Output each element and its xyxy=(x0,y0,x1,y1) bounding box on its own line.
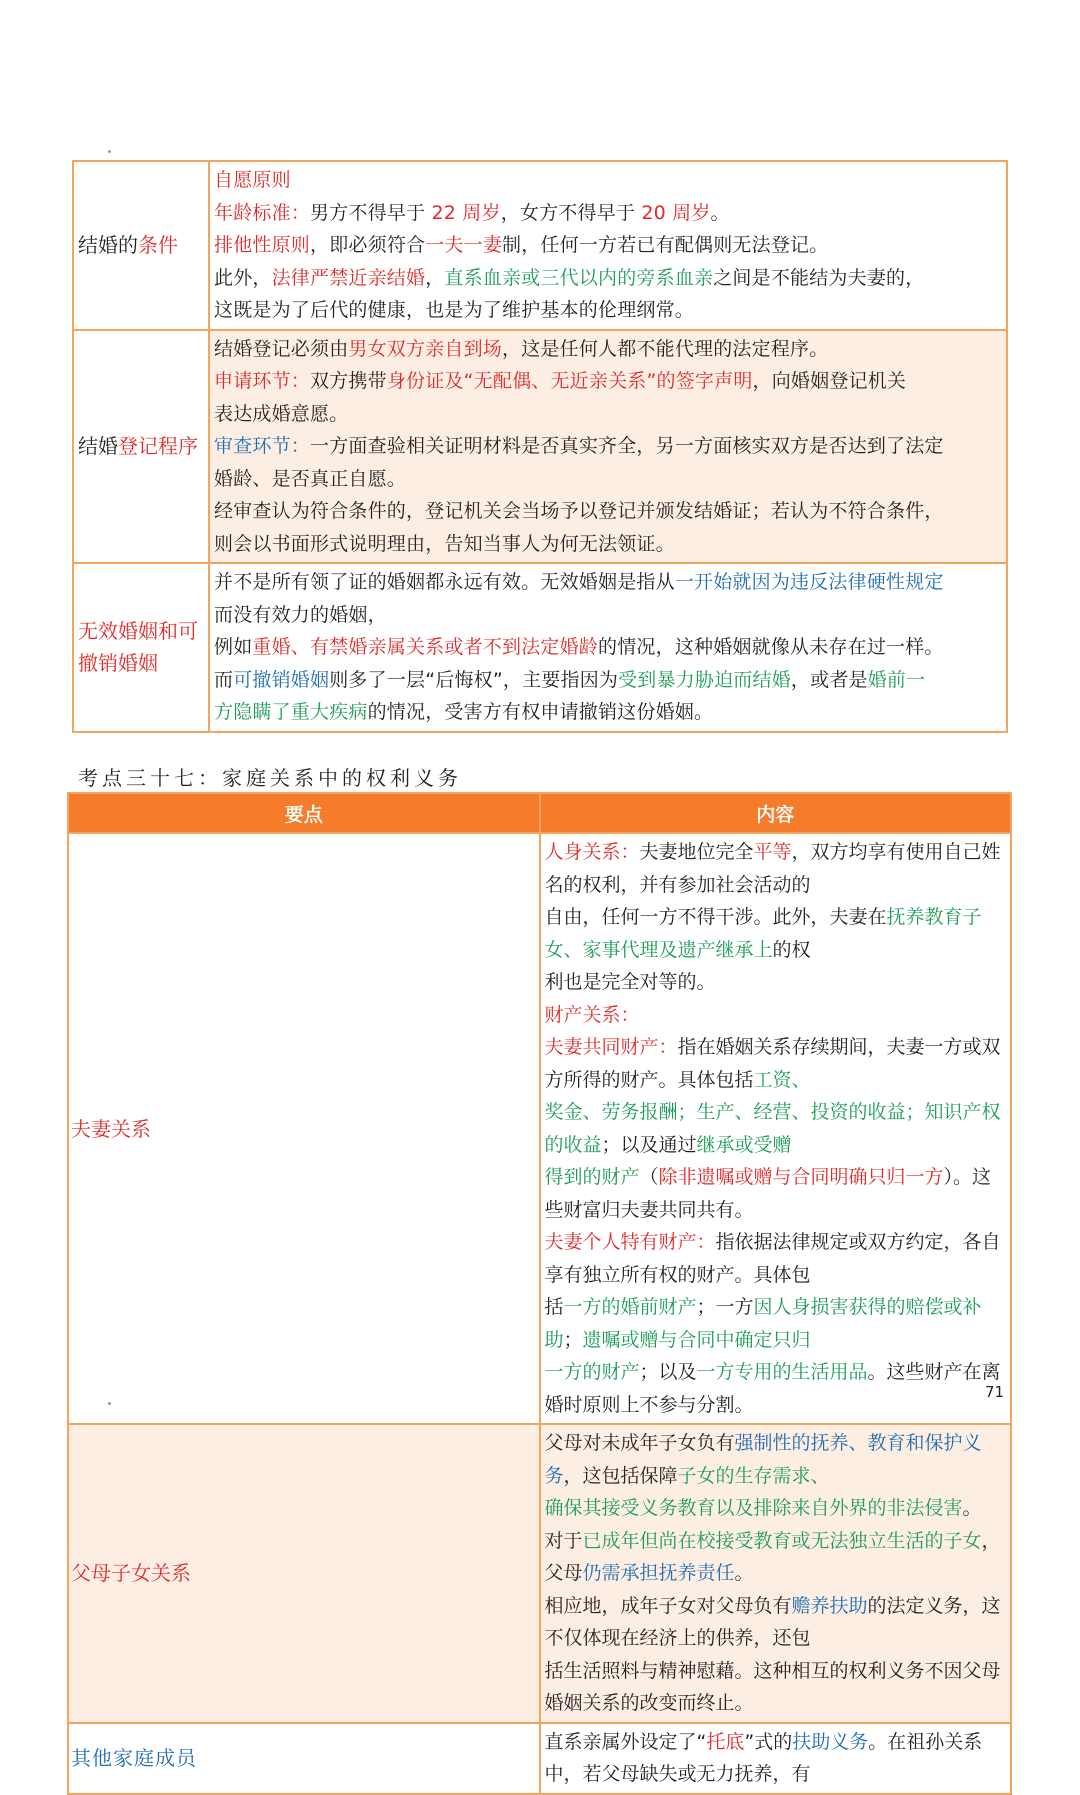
text-segment: ，这是任何人都不能代理的法定程序。 xyxy=(502,337,829,360)
text-segment: ， xyxy=(425,266,445,289)
text-segment: 排他性原则 xyxy=(214,234,311,256)
text-segment: 并不是所有领了证的婚姻都永远有效。无效婚姻是指从 xyxy=(214,571,675,593)
text-segment: 之间是不能结为夫妻的， xyxy=(713,266,925,289)
text-segment: ；一方 xyxy=(696,1296,754,1318)
text-segment: 确保其接受义务教育以及排除来自外界的非法侵害 xyxy=(544,1497,963,1519)
text-segment: 一方的财产 xyxy=(544,1361,640,1383)
text-segment: 子女的生存需求、 xyxy=(677,1464,830,1487)
text-segment: 已成年但尚在校接受教育或无法独立生活的子女 xyxy=(582,1529,982,1552)
content-line xyxy=(545,1356,1011,1421)
text-segment: 这既是为了后代的健康，也是为了维护基本的伦理纲常。 xyxy=(214,299,695,321)
text-segment: 。 xyxy=(962,1497,982,1519)
content-line xyxy=(214,229,1006,262)
text-segment: 一方的婚前财产 xyxy=(563,1296,697,1318)
text-segment: 结婚登记必须由 xyxy=(214,337,349,360)
text-segment: 20 周岁 xyxy=(641,201,711,224)
text-segment: ；以及 xyxy=(639,1361,697,1383)
text-segment: 此外， xyxy=(214,266,272,289)
text-segment: 。 xyxy=(734,1562,754,1584)
table-row xyxy=(73,563,1007,732)
text-segment: 而 xyxy=(214,668,234,691)
text-segment: 夫妻地位完全 xyxy=(639,841,754,863)
text-segment: 夫妻共同财产： xyxy=(544,1036,678,1058)
text-segment: 父母对未成年子女负有 xyxy=(544,1432,735,1454)
content-line xyxy=(214,398,1006,431)
table-row xyxy=(68,833,1011,1424)
text-segment: 婚前一 xyxy=(867,668,926,691)
marriage-table xyxy=(72,160,1008,733)
text-segment: 仍需承担抚养责任 xyxy=(582,1562,735,1584)
content-line xyxy=(545,836,1011,901)
content-line xyxy=(214,463,1006,496)
text-segment: 表达成婚意愿。 xyxy=(214,402,349,425)
text-segment: 婚龄、是否真正自愿。 xyxy=(214,467,407,490)
text-segment: （ xyxy=(639,1166,659,1188)
row-key: 父母子女关系 xyxy=(68,1424,540,1723)
content-line xyxy=(545,1226,1011,1291)
text-segment: ）。这些财富归夫妻共同共有。 xyxy=(544,1166,992,1221)
text-segment: 一开始就因为违反法律硬性规定 xyxy=(674,571,944,593)
content-line xyxy=(545,1655,1011,1720)
text-segment: 身份证及“无配偶、无近亲关系”的签字声明 xyxy=(386,370,753,392)
row-content xyxy=(540,1723,1012,1794)
text-segment: 得到的财产 xyxy=(544,1166,640,1188)
text-segment: 的权 xyxy=(772,938,811,961)
row-content xyxy=(209,563,1007,732)
header-key: 要点 xyxy=(68,793,540,833)
content-line xyxy=(545,1726,1011,1791)
content-line xyxy=(214,197,1006,230)
row-content xyxy=(540,833,1012,1424)
table-row xyxy=(68,1723,1011,1794)
scan-dot-bottom xyxy=(108,1402,111,1405)
text-segment: 方隐瞒了重大疾病 xyxy=(214,701,368,723)
text-segment: 。 xyxy=(710,201,730,224)
content-line xyxy=(545,1590,1011,1655)
text-segment: 除非遗嘱或赠与合同明确只归一方 xyxy=(658,1166,944,1188)
text-segment: 因人身损害获得的赔偿或补助 xyxy=(544,1296,982,1351)
content-line xyxy=(545,1291,1011,1356)
text-segment: ，向婚姻登记机关 xyxy=(752,370,907,392)
text-segment: 而没有效力的婚姻， xyxy=(214,603,387,626)
text-segment: 抚养教育子女、家事代理及遗产继承上 xyxy=(544,906,982,961)
text-segment: 可撤销婚姻 xyxy=(233,668,330,691)
text-segment: 一夫一妻 xyxy=(425,234,503,256)
text-segment: 直系亲属外设定了“ xyxy=(544,1730,707,1753)
text-segment: 。这些财产在离婚时原则上不参与分割。 xyxy=(544,1361,1001,1416)
text-segment: 奖金、劳务报酬；生产、经营、投资的收益；知识产权的收益 xyxy=(544,1101,1001,1156)
text-segment: 法律严禁近亲结婚 xyxy=(271,266,426,289)
text-segment: 平等 xyxy=(753,841,792,863)
text-segment: ，这包括保障 xyxy=(563,1464,678,1487)
text-segment: 年龄标准： xyxy=(214,201,311,224)
text-segment: 继承或受赠 xyxy=(696,1133,792,1156)
text-segment: 审查环节： xyxy=(214,435,311,457)
text-segment: ，父母 xyxy=(544,1529,1001,1584)
content-line xyxy=(214,528,1006,561)
text-segment: 工资、 xyxy=(753,1068,811,1091)
text-segment: 自由，任何一方不得干涉。此外，夫妻在 xyxy=(544,906,887,928)
text-segment: 的情况，这种婚姻就像从未存在过一样。 xyxy=(598,636,944,658)
key-text: 结婚的 xyxy=(78,233,138,258)
scan-dot-top xyxy=(108,150,111,153)
text-segment: 指在婚姻关系存续期间，夫妻一方或双方所得的财产。具体包括 xyxy=(544,1036,1001,1091)
text-segment: 男女双方亲自到场 xyxy=(348,337,503,360)
text-segment: 申请环节： xyxy=(214,370,311,392)
text-segment: ，女方不得早于 xyxy=(500,201,642,224)
key-highlight: 登记程序 xyxy=(118,434,198,459)
text-segment: ，双方均享有使用自己姓名的权利，并有参加社会活动的 xyxy=(544,841,1001,896)
text-segment: 扶助义务 xyxy=(792,1730,869,1753)
text-segment: 利也是完全对等的。 xyxy=(544,971,716,993)
content-line xyxy=(214,430,1006,463)
text-segment: ，即必须符合 xyxy=(310,234,426,256)
text-segment: 22 周岁 xyxy=(431,201,501,224)
section-title: 考点三十七：家庭关系中的权利义务 xyxy=(78,766,462,790)
content-line xyxy=(545,901,1011,966)
text-segment: 受到暴力胁迫而结婚 xyxy=(618,668,791,691)
content-line xyxy=(214,599,1006,632)
page-number: 71 xyxy=(985,1383,1005,1401)
table-row xyxy=(73,161,1007,330)
text-segment: 人身关系： xyxy=(544,841,640,863)
row-key xyxy=(73,161,209,330)
content-line xyxy=(545,966,1011,999)
text-segment: 相应地，成年子女对父母负有 xyxy=(544,1594,792,1617)
row-key: 其他家庭成员 xyxy=(68,1723,540,1794)
text-segment: 一方面查验相关证明材料是否真实齐全，另一方面核实双方是否达到了法定 xyxy=(310,435,944,457)
text-segment: 托底 xyxy=(706,1730,745,1753)
content-line xyxy=(214,164,1006,197)
content-line xyxy=(545,1525,1011,1590)
row-content xyxy=(209,330,1007,564)
text-segment: 一方专用的生活用品 xyxy=(696,1361,868,1383)
text-segment: ，或者是 xyxy=(790,668,868,691)
text-segment: 赡养扶助 xyxy=(791,1594,868,1617)
content-line xyxy=(545,999,1011,1032)
content-line xyxy=(214,365,1006,398)
text-segment: 经审查认为符合条件的，登记机关会当场予以登记并颁发结婚证；若认为不符合条件， xyxy=(214,500,944,522)
content-line xyxy=(214,333,1006,366)
row-key xyxy=(73,563,209,732)
content-line xyxy=(214,294,1006,327)
table-header-row xyxy=(68,793,1011,833)
key-highlight: 无效婚姻和可撤销婚姻 xyxy=(78,619,198,676)
text-segment: 夫妻个人特有财产： xyxy=(544,1231,716,1253)
text-segment: 的法定义务，这不仅体现在经济上的供养，还包 xyxy=(544,1594,1001,1649)
content-line xyxy=(545,1161,1011,1226)
content-line xyxy=(545,1492,1011,1525)
content-line xyxy=(214,495,1006,528)
text-segment: 自愿原则 xyxy=(214,169,291,191)
row-key: 夫妻关系 xyxy=(68,833,540,1424)
text-segment: 制，任何一方若已有配偶则无法登记。 xyxy=(502,234,829,256)
text-segment: 男方不得早于 xyxy=(310,201,432,224)
content-line xyxy=(214,262,1006,295)
header-content: 内容 xyxy=(540,793,1012,833)
text-segment: 例如 xyxy=(214,636,253,658)
text-segment: 括 xyxy=(544,1296,564,1318)
text-segment: 财产关系： xyxy=(544,1003,640,1026)
key-highlight: 条件 xyxy=(138,233,178,258)
content-line xyxy=(214,664,1006,697)
content-line xyxy=(545,1096,1011,1161)
text-segment: 重婚、有禁婚亲属关系或者不到法定婚龄 xyxy=(252,636,599,658)
text-segment: 遗嘱或赠与合同中确定只归 xyxy=(582,1328,811,1351)
content-line xyxy=(214,566,1006,599)
text-segment: 。在祖孙关系中，若父母缺失或无力抚养，有 xyxy=(544,1730,983,1785)
key-text: 结婚 xyxy=(78,434,118,459)
text-segment: 则多了一层“后悔权”，主要指因为 xyxy=(329,668,619,691)
text-segment: 对于 xyxy=(544,1529,583,1552)
text-segment: 强制性的抚养、教育和保护义务 xyxy=(544,1432,982,1487)
row-content xyxy=(540,1424,1012,1723)
text-segment: ；以及通过 xyxy=(601,1133,697,1156)
text-segment: 则会以书面形式说明理由，告知当事人为何无法领证。 xyxy=(214,532,675,555)
content-line xyxy=(214,696,1006,729)
content-line xyxy=(214,631,1006,664)
family-rights-table xyxy=(67,792,1012,1795)
row-key xyxy=(73,330,209,564)
text-segment: ”式的 xyxy=(744,1730,793,1753)
text-segment: 括生活照料与精神慰藉。这种相互的权利义务不因父母婚姻关系的改变而终止。 xyxy=(544,1659,1001,1714)
table-row xyxy=(68,1424,1011,1723)
text-segment: ； xyxy=(563,1328,583,1351)
table-row xyxy=(73,330,1007,564)
row-content xyxy=(209,161,1007,330)
text-segment: 指依据法律规定或双方约定，各自享有独立所有权的财产。具体包 xyxy=(544,1231,1001,1286)
content-line xyxy=(545,1427,1011,1492)
content-line xyxy=(545,1031,1011,1096)
text-segment: 直系血亲或三代以内的旁系血亲 xyxy=(444,266,714,289)
text-segment: 双方携带 xyxy=(310,370,387,392)
text-segment: 的情况，受害方有权申请撤销这份婚姻。 xyxy=(367,701,714,723)
